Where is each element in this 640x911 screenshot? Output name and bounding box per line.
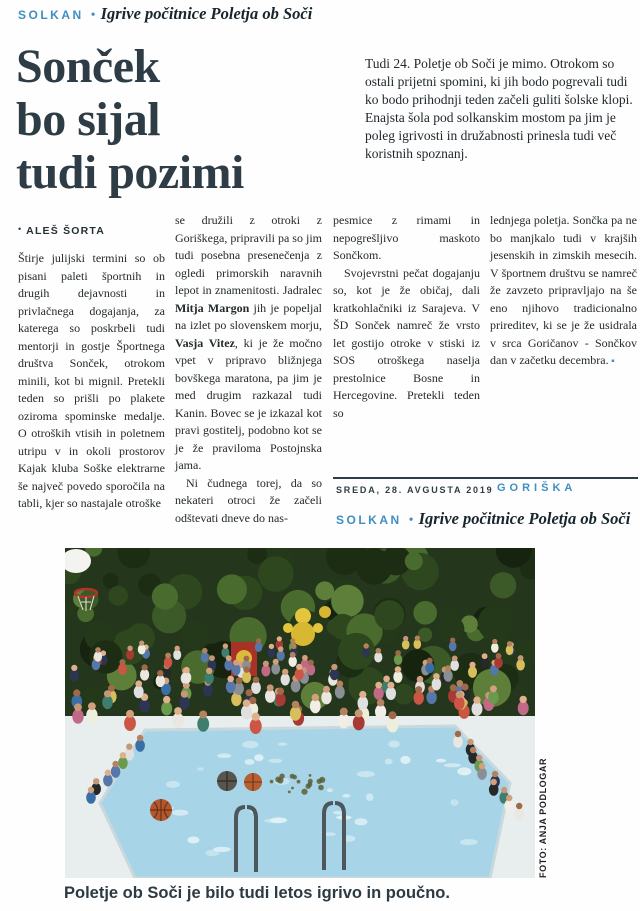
- paragraph-text: pesmice z rimami in nepogrešljivo maskoto Sončkom.: [333, 213, 480, 262]
- byline-bullet: •: [18, 224, 22, 234]
- dateline-rule: [333, 477, 638, 479]
- article-column-2: [175, 212, 322, 527]
- paragraph-text: jih je popeljal na izlet po slovenskem morju,: [175, 300, 323, 332]
- headline-line: tudi pozimi: [16, 146, 244, 199]
- kicker-section-label: SOLKAN: [18, 8, 84, 22]
- article-column-1: [18, 250, 165, 513]
- kicker-bullet: •: [408, 513, 414, 528]
- kicker-bullet: •: [90, 8, 96, 23]
- kicker-series-title: Igrive počitnice Poletja ob Soči: [100, 4, 313, 23]
- photo: [65, 548, 535, 878]
- article-column-3: [333, 212, 480, 422]
- photo-caption: Poletje ob Soči je bilo tudi letos igrivo in poučno.: [64, 884, 450, 902]
- headline-line: Sonček: [16, 40, 160, 93]
- byline: [18, 221, 105, 239]
- paragraph-text: , ki je že močno vpet v pripravo bližnjega bovškega maratona, pa jim je med drugim razkazal tudi Kanin. Bovec se je izkazal kot pravi gostitelj, podobno kot se je že praviloma Postojnska jama.: [175, 335, 323, 472]
- kicker: [18, 4, 312, 24]
- kicker-series-title: Igrive počitnice Poletja ob Soči: [418, 509, 631, 528]
- paragraph-text: Vasja Vitez: [175, 335, 235, 350]
- paragraph-text: lednjega poletja. Sončka pa ne bo manjkalo tudi v krajših jesenskih in zimskih mesecih. V športnem društvu se namreč že zavzeto pripravljajo na še eno njihovo tradicionalno prireditev, ki se je že usidrala v srca Goričanov - Sončkov dan v začetku decembra.: [490, 213, 637, 367]
- dateline-date: SREDA, 28. AVGUSTA 2019: [336, 485, 494, 495]
- headline: [16, 40, 366, 199]
- photo-illustration: [65, 548, 535, 878]
- intro-paragraph: Tudi 24. Poletje ob Soči je mimo. Otrokom so ostali prijetni spomini, ki jih bodo pogrevali tudi ko bodo prihodnji teden začeli guliti šolske klopi. Enajsta šola pod solkanskim mostom pa jim je poleg igrivosti in družabnosti prinesla tudi več koristnih spoznanj.: [365, 56, 633, 161]
- paragraph-text: Svojevrstni pečat dogajanju so, kot je že običaj, dali kratkohlačniki iz Sarajeva. V ŠD Sonček namreč že vrsto let gostijo otroke v stiski iz SOS otroškega naselja prestolnice Bosne in Hercegovine. Pretekli teden so: [333, 265, 480, 420]
- headline-line: bo sijal: [16, 93, 161, 146]
- section-label: GORIŠKA: [497, 482, 577, 494]
- byline-author: ALEŠ ŠORTA: [26, 225, 106, 237]
- paragraph-text: Ni čudnega torej, da so nekateri otroci že začeli odštevati dneve do nas-: [175, 475, 322, 525]
- photo-credit: FOTO: ANJA PODLOGAR: [538, 757, 548, 878]
- paragraph-text: Mitja Margon: [175, 300, 250, 315]
- kicker-2: [336, 509, 630, 529]
- article-column-4: [490, 212, 637, 371]
- kicker-section-label: SOLKAN: [336, 513, 402, 527]
- paragraph-text: Štirje julijski termini so ob pisani paleti športnih in drugih dejavnosti in privlačnega dogajanja, za katerega so poskrbeli tudi mentorji in gostje Športnega društva Sonček, otrokom minili, kot bi mignil. Pretekli teden so prišli po plakete oziroma spominske medalje. O otroških vtisih in poletnem utripu v in okoli prostorov Kajak kluba Soške elektrarne še največ povedo sporočila na tabli, kjer so nastajale otroške: [18, 251, 165, 510]
- article-end-mark: ▪: [608, 356, 615, 367]
- paragraph-text: se družili z otroki z Goriškega, pripravili pa so jim tudi posebna presenečenja z ogledi primorskih naravnih lepot in znamenitosti. Jadralec: [175, 213, 322, 297]
